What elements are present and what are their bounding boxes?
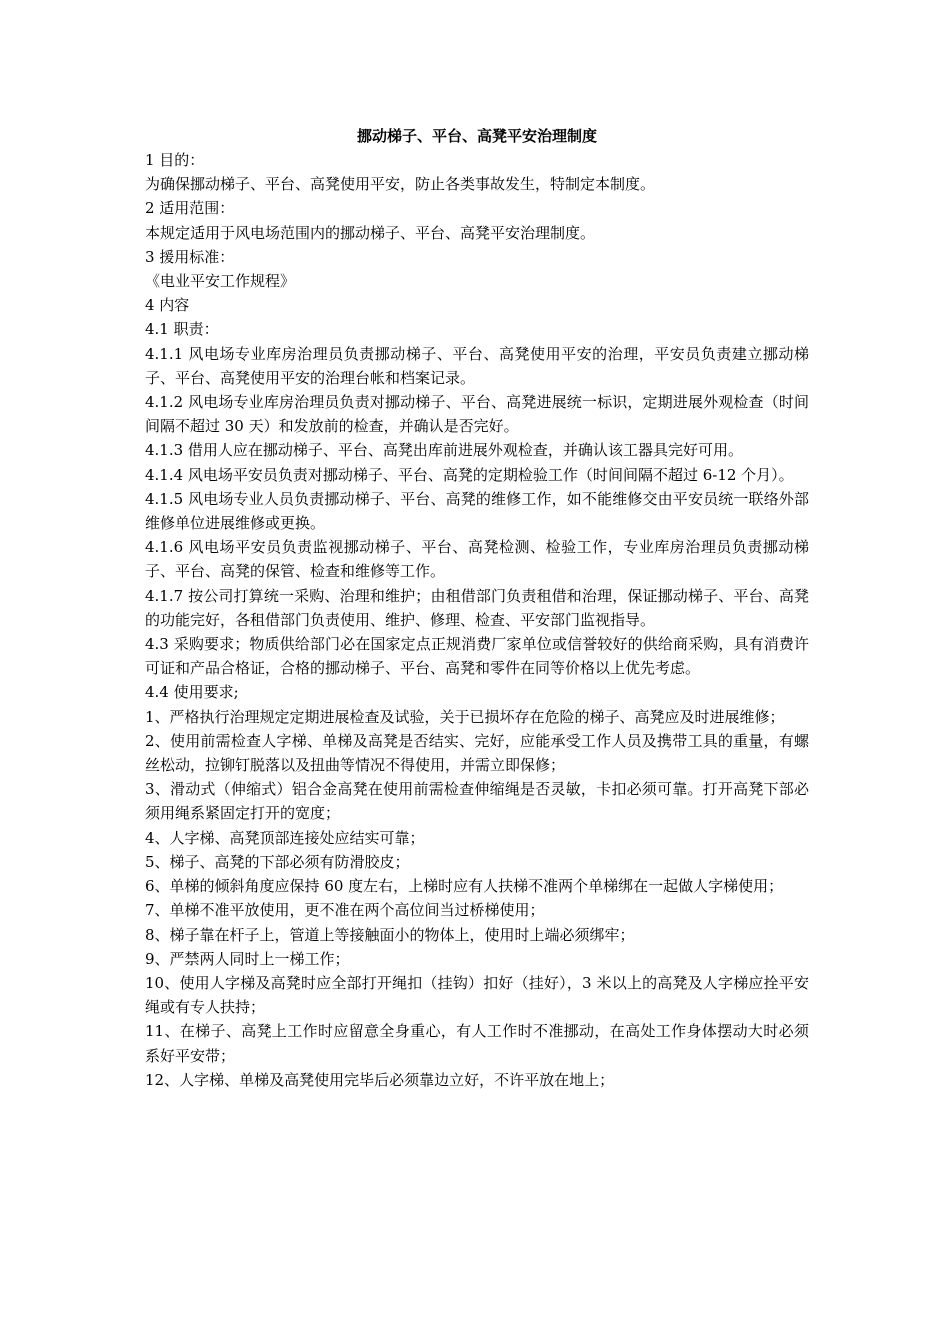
paragraph: 12、人字梯、单梯及高凳使用完毕后必须靠边立好，不许平放在地上； xyxy=(145,1070,615,1089)
paragraph: 4.1.4 风电场平安员负责对挪动梯子、平台、高凳的定期检验工作（时间间隔不超过 6-12 个月）。 xyxy=(145,465,794,484)
paragraph: 4.4 使用要求; xyxy=(145,683,239,702)
paragraph: 10、使用人字梯及高凳时应全部打开绳扣（挂钩）扣好（挂好），3 米以上的高凳及人字梯应拴平安绳或有专人扶持； xyxy=(145,973,809,1017)
paragraph: 本规定适用于风电场范围内的挪动梯子、平台、高凳平安治理制度。 xyxy=(145,223,596,242)
paragraph: 5、梯子、高凳的下部必须有防滑胶皮； xyxy=(145,852,410,871)
paragraph: 《电业平安工作规程》 xyxy=(145,272,296,291)
document-body xyxy=(145,148,809,1092)
paragraph: 4.3 采购要求；物质供给部门必在国家定点正规消费厂家单位或信誉较好的供给商采购，具有消费许可证和产品合格证，合格的挪动梯子、平台、高凳和零件在同等价格以上优先考虑。 xyxy=(145,635,809,678)
paragraph: 4.1.1 风电场专业库房治理员负责挪动梯子、平台、高凳使用平安的治理，平安员负责建立挪动梯子、平台、高凳使用平安的治理台帐和档案记录。 xyxy=(145,344,809,387)
paragraph: 9、严禁两人同时上一梯工作； xyxy=(145,949,350,968)
document-page xyxy=(145,124,809,1092)
paragraph: 6、单梯的倾斜角度应保持 60 度左右，上梯时应有人扶梯不准两个单梯绑在一起做人字梯使用； xyxy=(145,877,784,896)
paragraph: 8、梯子靠在杆子上，管道上等接触面小的物体上，使用时上端必须绑牢； xyxy=(145,925,635,944)
paragraph: 1、严格执行治理规定定期进展检查及试验，关于已损坏存在危险的梯子、高凳应及时进展维修； xyxy=(145,707,785,726)
document-title: 挪动梯子、平台、高凳平安治理制度 xyxy=(356,127,597,145)
paragraph: 3 援用标准： xyxy=(145,247,235,266)
paragraph: 4.1.7 按公司打算统一采购、治理和维护；由租借部门负责租借和治理，保证挪动梯子、平台、高凳的功能完好，各租借部门负责使用、维护、修理、检查、平安部门监视指导。 xyxy=(145,586,809,629)
paragraph: 1 目的： xyxy=(145,151,205,169)
paragraph: 11、在梯子、高凳上工作时应留意全身重心，有人工作时不准挪动，在高处工作身体摆动大时必须系好平安带； xyxy=(145,1022,809,1065)
paragraph: 3、滑动式（伸缩式）铝合金高凳在使用前需检查伸缩绳是否灵敏，卡扣必须可靠。打开高凳下部必须用绳系紧固定打开的宽度； xyxy=(145,780,809,823)
paragraph: 2、使用前需检查人字梯、单梯及高凳是否结实、完好，应能承受工作人员及携带工具的重量，有螺丝松动，拉铆钉脱落以及扭曲等情况不得使用，并需立即保修； xyxy=(145,731,809,775)
paragraph: 4.1 职责： xyxy=(145,320,219,339)
paragraph: 4.1.2 风电场专业库房治理员负责对挪动梯子、平台、高凳进展统一标识，定期进展外观检查（时间间隔不超过 30 天）和发放前的检查，并确认是否完好。 xyxy=(145,393,809,436)
paragraph: 4.1.3 借用人应在挪动梯子、平台、高凳出库前进展外观检查，并确认该工器具完好可用。 xyxy=(145,441,743,460)
paragraph: 4、人字梯、高凳顶部连接处应结实可靠； xyxy=(145,828,425,847)
paragraph: 4.1.5 风电场专业人员负责挪动梯子、平台、高凳的维修工作，如不能维修交由平安员统一联络外部维修单位进展维修或更换。 xyxy=(145,489,809,533)
paragraph: 为确保挪动梯子、平台、高凳使用平安，防止各类事故发生，特制定本制度。 xyxy=(145,175,656,194)
paragraph: 7、单梯不准平放使用，更不准在两个高位间当过桥梯使用； xyxy=(145,901,545,920)
paragraph: 4 内容 xyxy=(145,296,190,315)
paragraph: 2 适用范围： xyxy=(145,199,235,218)
paragraph: 4.1.6 风电场平安员负责监视挪动梯子、平台、高凳检测、检验工作，专业库房治理员负责挪动梯子、平台、高凳的保管、检查和维修等工作。 xyxy=(145,538,809,581)
